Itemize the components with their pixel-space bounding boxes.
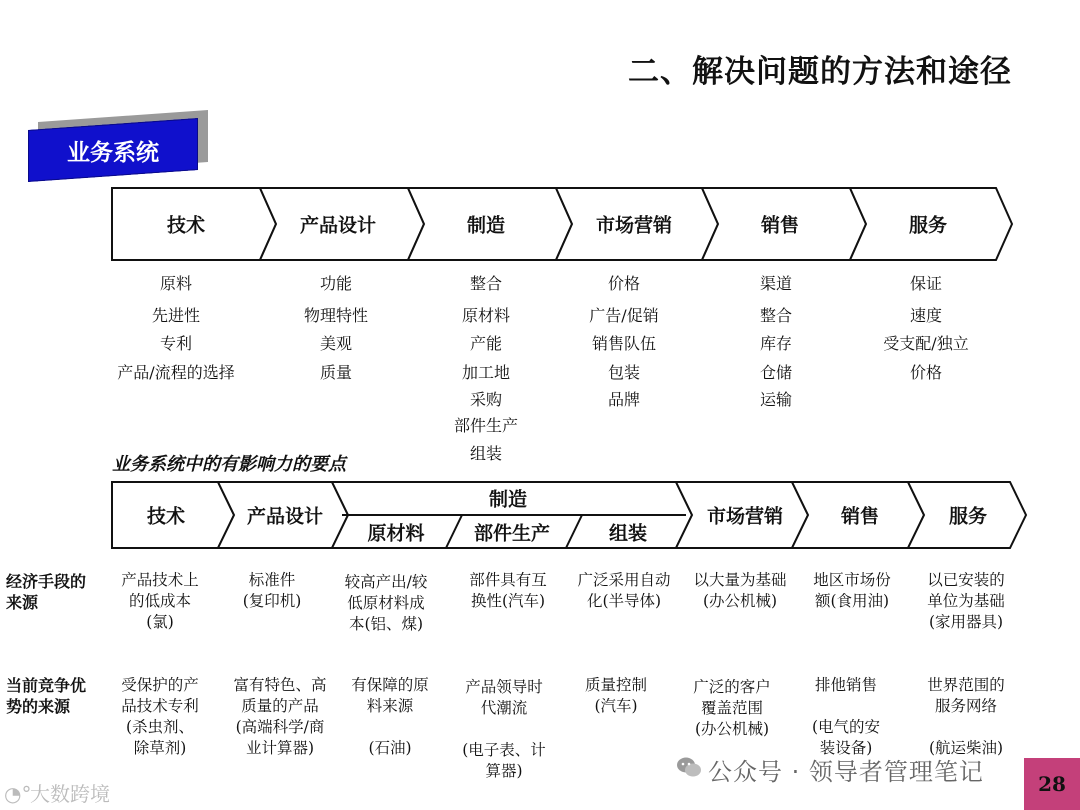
top-stage-label: 技术	[166, 214, 206, 237]
substage-label: 原材料	[367, 522, 425, 545]
table-cell: 广泛的客户 覆盖范围 (办公机械)	[693, 678, 771, 738]
subtitle: 业务系统中的有影响力的要点	[112, 454, 346, 475]
top-chain-item: 价格	[607, 274, 641, 293]
top-stage-label: 服务	[908, 214, 948, 237]
top-chain-item: 先进性	[151, 306, 201, 325]
top-chain-item: 物理特性	[303, 306, 369, 325]
top-stage-label: 市场营销	[595, 214, 673, 237]
page-number-badge	[1024, 758, 1080, 810]
bottom-stage-label: 技术	[146, 505, 186, 528]
top-stage-label: 制造	[466, 214, 506, 237]
top-chain-item: 功能	[319, 274, 353, 293]
table-cell: 产品技术上 的低成本 (氯)	[121, 571, 199, 631]
top-chain-item: 受支配/独立	[883, 334, 969, 353]
watermark-text: 公众号 · 领导者管理笔记	[708, 758, 984, 786]
top-stage-label: 产品设计	[299, 214, 377, 237]
top-chain-item: 广告/促销	[589, 306, 659, 325]
top-chain-item: 运输	[759, 390, 793, 409]
table-cell: 排他销售 (电气的安 装设备)	[811, 676, 881, 757]
top-chain-item: 加工地	[461, 363, 511, 382]
page-number: 28	[1038, 772, 1066, 796]
row-label-economic: 经济手段的 来源	[6, 572, 87, 612]
top-stage-label: 销售	[760, 214, 800, 237]
substage-label: 组装	[608, 522, 648, 545]
table-cell: 富有特色、高 质量的产品 (高端科学/商 业计算器)	[233, 676, 327, 757]
top-chain-item: 采购	[469, 390, 503, 409]
table-cell: 以已安装的 单位为基础 (家用器具)	[927, 571, 1005, 631]
top-chain-item: 质量	[319, 363, 353, 382]
top-chain-item: 产能	[469, 334, 503, 353]
top-chain-item: 销售队伍	[591, 334, 657, 353]
page-title: 二、解决问题的方法和途径	[628, 54, 1012, 90]
top-chain-item: 价格	[909, 363, 943, 382]
table-cell: 以大量为基础 (办公机械)	[693, 571, 787, 610]
top-chain-item: 组装	[469, 444, 503, 463]
bottom-stage-label: 销售	[840, 505, 880, 528]
table-cell: 受保护的产 品技术专利 (杀虫剂、 除草剂)	[121, 676, 199, 757]
table-cell: 较高产出/较 低原材料成 本(铝、煤)	[344, 573, 428, 633]
table-cell: 世界范围的 服务网络 (航运柴油)	[927, 676, 1005, 757]
logo-text: 大数跨境	[30, 782, 110, 806]
top-chain-item: 速度	[909, 306, 943, 325]
top-chain-item: 产品/流程的选择	[117, 363, 235, 382]
top-chain-item: 原材料	[461, 306, 511, 325]
table-cell: 有保障的原 料来源 (石油)	[351, 676, 429, 757]
section-tag-label: 业务系统	[67, 139, 159, 166]
bottom-stage-label: 产品设计	[246, 505, 324, 528]
top-chain-item: 渠道	[759, 274, 793, 293]
top-chain-item: 美观	[319, 334, 353, 353]
substage-label: 部件生产	[473, 522, 551, 545]
logo	[4, 778, 110, 807]
table-cell: 质量控制 (汽车)	[584, 676, 648, 715]
top-chain-item: 保证	[909, 274, 943, 293]
logo-icon: ◔°	[4, 782, 32, 806]
bottom-stage-label: 服务	[948, 505, 988, 528]
top-chain-item: 部件生产	[453, 416, 519, 435]
row-label-competitive: 当前竞争优 势的来源	[6, 676, 87, 716]
table-cell: 部件具有互 换性(汽车)	[469, 571, 547, 610]
wechat-icon	[676, 756, 702, 778]
table-cell: 产品领导时 代潮流 (电子表、计 算器)	[462, 678, 546, 780]
top-chain-item: 整合	[469, 274, 503, 293]
top-chain-item: 整合	[759, 306, 793, 325]
bottom-stage-label: 市场营销	[706, 505, 784, 528]
top-chain-item: 仓储	[759, 363, 793, 382]
top-chain-item: 库存	[759, 334, 793, 353]
top-chain-item: 品牌	[607, 390, 641, 409]
table-cell: 地区市场份 额(食用油)	[813, 571, 891, 610]
table-cell: 广泛采用自动 化(半导体)	[577, 571, 671, 610]
bottom-stage-label: 制造	[488, 488, 528, 511]
top-chain-item: 原料	[159, 274, 193, 293]
table-cell: 标准件 (复印机)	[242, 571, 302, 610]
top-chain-item: 包装	[607, 363, 641, 382]
top-chain-item: 专利	[159, 334, 193, 353]
